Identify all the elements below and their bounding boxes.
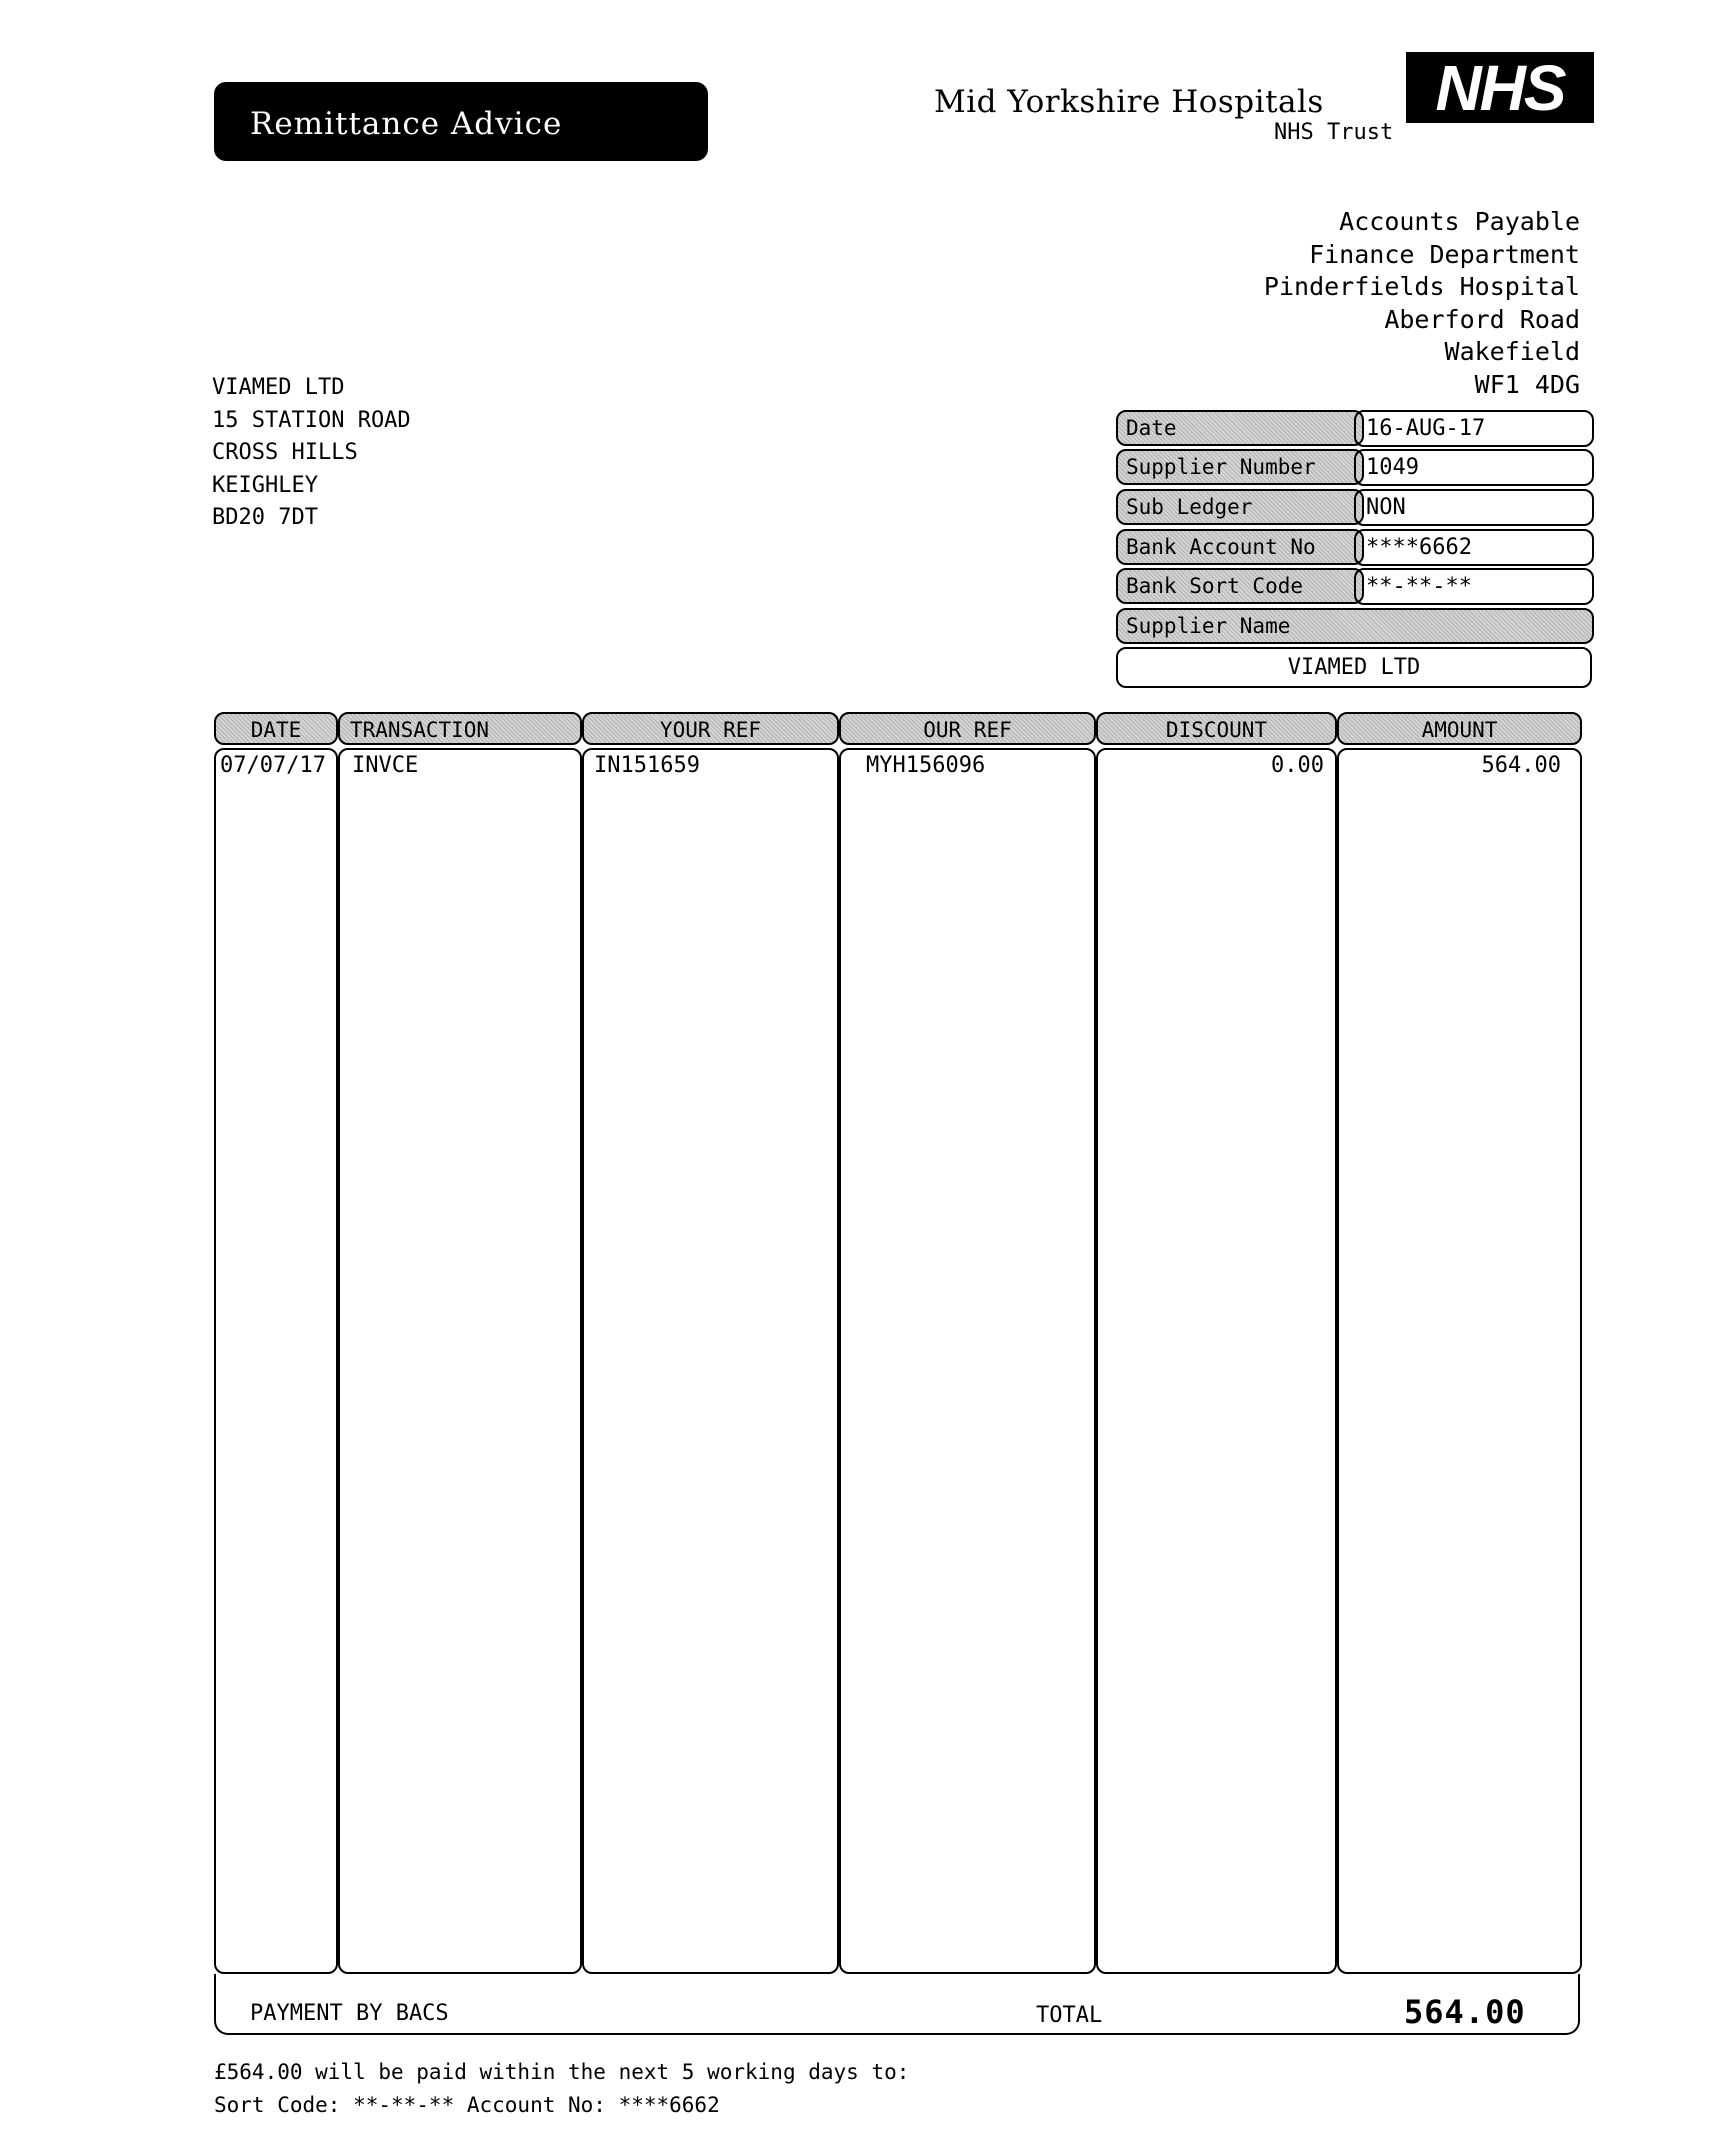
payment-note: £564.00 will be paid within the next 5 working days to: [214, 2060, 910, 2084]
total-label: TOTAL [1036, 2003, 1103, 2028]
row-discount: 0.00 [1271, 753, 1324, 778]
sender-address [1264, 206, 1580, 402]
date-label: Date [1116, 410, 1364, 446]
recipient-address-line: BD20 7DT [212, 505, 318, 531]
nhs-logo-text: NHS [1435, 52, 1565, 124]
recipient-address-line: 15 STATION ROAD [212, 407, 411, 433]
col-body-our-ref [839, 748, 1096, 1974]
nhs-logo [1406, 52, 1594, 123]
col-header-our-ref: OUR REF [839, 712, 1096, 745]
document-title: Remittance Advice [250, 106, 563, 142]
col-header-your-ref: YOUR REF [582, 712, 839, 745]
recipient-address-line: KEIGHLEY [212, 472, 318, 498]
col-header-amount: AMOUNT [1337, 712, 1582, 745]
col-body-transaction [338, 748, 582, 1974]
col-body-amount [1337, 748, 1582, 1974]
sub-ledger-value: NON [1354, 489, 1594, 526]
recipient-address [212, 372, 411, 535]
row-transaction: INVCE [352, 753, 419, 778]
col-header-transaction: TRANSACTION [338, 712, 582, 745]
total-value: 564.00 [1404, 1993, 1526, 2031]
sender-address-line: Finance Department [1309, 239, 1580, 269]
bank-account-value: ****6662 [1354, 529, 1594, 566]
supplier-name-value: VIAMED LTD [1116, 647, 1592, 688]
trust-name: Mid Yorkshire Hospitals [934, 84, 1324, 120]
col-body-discount [1096, 748, 1337, 1974]
recipient-address-line: VIAMED LTD [212, 375, 345, 400]
bank-sort-code-value: **-**-** [1354, 568, 1594, 605]
row-our-ref: MYH156096 [866, 753, 986, 778]
sender-address-line: WF1 4DG [1474, 369, 1580, 399]
sender-address-line: Wakefield [1444, 337, 1580, 367]
bank-account-label: Bank Account No [1116, 529, 1364, 565]
row-your-ref: IN151659 [594, 753, 700, 778]
supplier-number-label: Supplier Number [1116, 449, 1364, 485]
row-amount: 564.00 [1481, 753, 1561, 778]
sender-address-line: Accounts Payable [1339, 207, 1580, 236]
sender-address-line: Pinderfields Hospital [1263, 272, 1580, 302]
col-body-your-ref [582, 748, 839, 1974]
col-body-date [214, 748, 338, 1974]
bank-sort-code-label: Bank Sort Code [1116, 568, 1364, 604]
col-header-discount: DISCOUNT [1096, 712, 1337, 745]
bank-details-note: Sort Code: **-**-** Account No: ****6662 [214, 2093, 720, 2117]
col-header-date: DATE [214, 712, 338, 745]
sender-address-line: Aberford Road [1384, 304, 1580, 334]
trust-subtitle: NHS Trust [1274, 120, 1394, 145]
sub-ledger-label: Sub Ledger [1116, 489, 1364, 525]
recipient-address-line: CROSS HILLS [212, 440, 358, 466]
row-date: 07/07/17 [220, 753, 326, 778]
date-value: 16-AUG-17 [1354, 410, 1594, 447]
payment-method: PAYMENT BY BACS [250, 2001, 449, 2026]
supplier-number-value: 1049 [1354, 449, 1594, 486]
supplier-name-label: Supplier Name [1116, 608, 1594, 644]
